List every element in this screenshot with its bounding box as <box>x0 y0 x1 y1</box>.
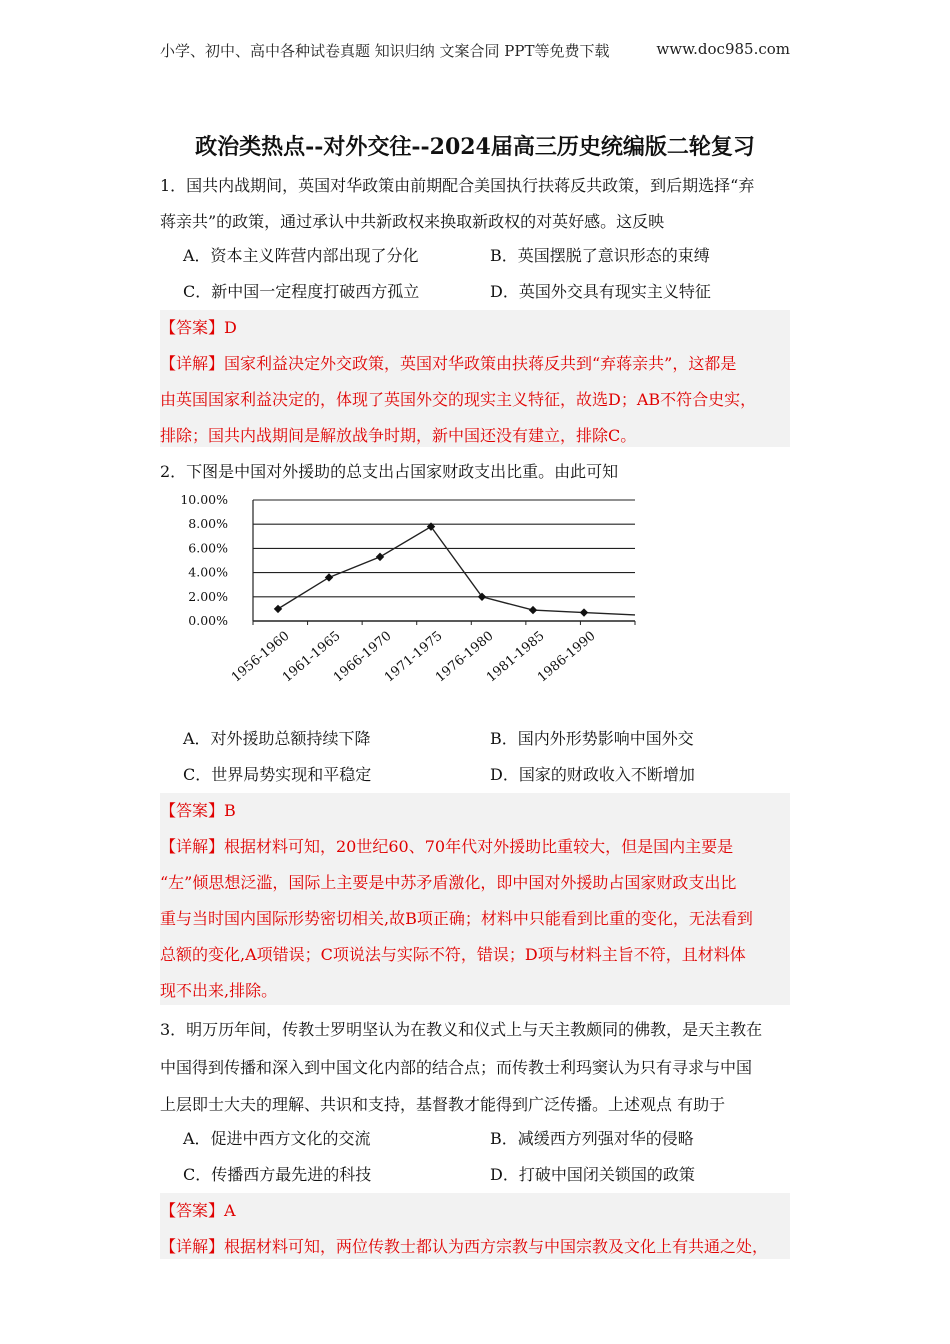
q1-explanation-line3: 排除；国共内战期间是解放战争时期，新中国还没有建立，排除C。 <box>160 426 637 445</box>
chart-data-point <box>325 573 333 581</box>
q2-answer: 【答案】B <box>160 801 236 820</box>
q1-option-a: A．资本主义阵营内部出现了分化 <box>183 246 419 265</box>
q2-option-a: A．对外援助总额持续下降 <box>183 729 371 748</box>
q1-stem-line1: 1．国共内战期间，英国对华政策由前期配合美国执行扶蒋反共政策，到后期选择“弃 <box>160 176 755 195</box>
header-url[interactable]: www.doc985.com <box>656 40 790 58</box>
q1-option-d: D．英国外交具有现实主义特征 <box>490 282 711 301</box>
chart-x-tick-label: 1976-1980 <box>432 628 497 686</box>
chart-x-tick-labels <box>229 629 599 686</box>
q2-option-d: D．国家的财政收入不断增加 <box>490 765 695 784</box>
q3-explanation-line1: 【详解】根据材料可知，两位传教士都认为西方宗教与中国宗教及文化上有共通之处， <box>160 1237 769 1256</box>
chart-data-point <box>580 608 588 616</box>
q3-answer-block <box>160 1193 790 1259</box>
chart-data-point <box>376 553 384 561</box>
q1-option-b: B．英国摆脱了意识形态的束缚 <box>490 246 710 265</box>
q2-answer-block <box>160 793 790 1005</box>
q1-answer-block <box>160 310 790 447</box>
chart-y-tick-label: 4.00% <box>188 564 228 580</box>
chart-markers <box>274 522 588 616</box>
aid-ratio-line-chart <box>160 485 650 710</box>
chart-y-tick-label: 2.00% <box>188 588 228 604</box>
q2-stem: 2．下图是中国对外援助的总支出占国家财政支出比重。由此可知 <box>160 462 619 481</box>
q3-stem-line3: 上层即士大夫的理解、共识和支持，基督教才能得到广泛传播。上述观点 有助于 <box>160 1095 726 1114</box>
q1-stem-line2: 蒋亲共”的政策，通过承认中共新政权来换取新政权的对英好感。这反映 <box>160 212 665 231</box>
chart-x-tick-label: 1981-1985 <box>483 628 548 686</box>
q2-explanation-line2: “左”倾思想泛滥，国际上主要是中苏矛盾激化，即中国对外援助占国家财政支出比 <box>160 873 737 892</box>
chart-x-tick-label: 1966-1970 <box>330 628 395 686</box>
chart-gridlines <box>253 500 635 625</box>
q1-option-c: C．新中国一定程度打破西方孤立 <box>183 282 420 301</box>
chart-series-line <box>278 527 635 615</box>
chart-x-tick-label: 1961-1965 <box>279 628 344 686</box>
q2-explanation-line3: 重与当时国内国际形势密切相关,故B项正确；材料中只能看到比重的变化，无法看到 <box>160 909 753 928</box>
q2-explanation-line5: 现不出来,排除。 <box>160 981 278 1000</box>
q3-option-a: A．促进中西方文化的交流 <box>183 1129 371 1148</box>
page-header <box>160 40 790 61</box>
chart-x-tick-label: 1986-1990 <box>534 628 599 686</box>
q2-option-c: C．世界局势实现和平稳定 <box>183 765 372 784</box>
q3-option-d: D．打破中国闭关锁国的政策 <box>490 1165 695 1184</box>
q3-answer: 【答案】A <box>160 1201 236 1220</box>
q2-explanation-line1: 【详解】根据材料可知，20世纪60、70年代对外援助比重较大，但是国内主要是 <box>160 837 734 856</box>
q2-explanation-line4: 总额的变化,A项错误；C项说法与实际不符，错误；D项与材料主旨不符，且材料体 <box>160 945 746 964</box>
chart-y-tick-label: 0.00% <box>188 613 228 628</box>
chart-x-tick-label: 1971-1975 <box>381 628 446 686</box>
header-left-text: 小学、初中、高中各种试卷真题 知识归纳 文案合同 PPT等免费下载 <box>160 42 610 60</box>
q3-option-b: B．减缓西方列强对华的侵略 <box>490 1129 694 1148</box>
q3-stem-line1: 3．明万历年间，传教士罗明坚认为在教义和仪式上与天主教颇同的佛教，是天主教在 <box>160 1020 763 1039</box>
q1-explanation-line2: 由英国国家利益决定的，体现了英国外交的现实主义特征，故选D；AB不符合史实， <box>160 390 757 409</box>
q2-option-b: B．国内外形势影响中国外交 <box>490 729 694 748</box>
q1-answer: 【答案】D <box>160 318 237 337</box>
chart-data-point <box>274 605 282 613</box>
q3-option-c: C．传播西方最先进的科技 <box>183 1165 372 1184</box>
page-title: 政治类热点--对外交往--2024届高三历史统编版二轮复习 <box>195 134 755 160</box>
chart-y-tick-labels <box>180 492 228 628</box>
q1-explanation-line1: 【详解】国家利益决定外交政策，英国对华政策由扶蒋反共到“弃蒋亲共”，这都是 <box>160 354 737 373</box>
chart-y-tick-label: 8.00% <box>188 516 228 532</box>
chart-data-point <box>529 606 537 614</box>
chart-x-tick-label: 1956-1960 <box>228 628 293 686</box>
chart-y-tick-label: 6.00% <box>188 540 228 556</box>
q3-stem-line2: 中国得到传播和深入到中国文化内部的结合点；而传教士利玛窦认为只有寻求与中国 <box>160 1058 753 1077</box>
chart-y-tick-label: 10.00% <box>180 492 228 507</box>
